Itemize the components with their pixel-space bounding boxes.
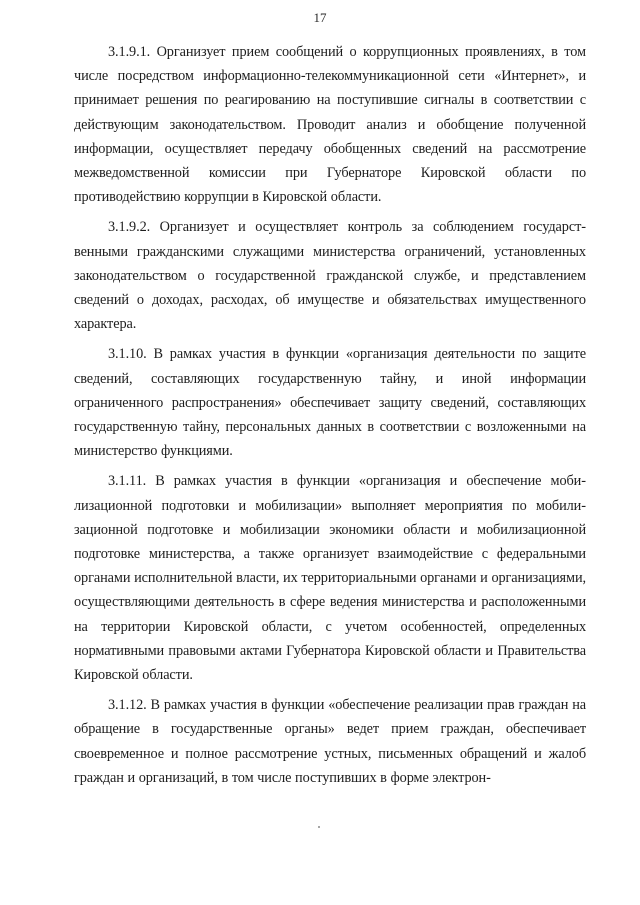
scan-speck [318,826,320,828]
paragraph-3-1-11: 3.1.11. В рамках участия в функции «организация и обеспечение мобилизационной подготовки и мобилизации» выполняет мероприятия по мобилизационной подготовке и мобилизации экономики области и мобилизационной подготовке министерства, а также организует взаимодействие с федеральными органами исполнительной власти, их территориальными органами и организациями, осуществляющими деятельность в сфере ведения министерства и расположенными на территории Кировской области, с учетом особенностей, определенных нормативными правовыми актами Губернатора Кировской области и Правительства Кировской области. [74,473,586,684]
paragraph-3-1-10: 3.1.10. В рамках участия в функции «организация деятельности по защите сведений, составляющих государственную тайну, и иной информации ограниченного распространения» обеспечивает защиту сведений, составляющих государственную тайну, персональных данных в соответствии с возложенными на министерство функциями. [74,346,586,460]
paragraph-3-1-12: 3.1.12. В рамках участия в функции «обеспечение реализации прав граждан на обращение в государственные органы» ведет прием граждан, обеспечивает своевременное и полное рассмотрение устных, письменных обращений и жалоб граждан и организаций, в том числе поступивших в форме электрон- [74,697,586,786]
document-body [74,40,586,792]
page-number: 17 [313,10,327,25]
paragraph-3-1-9-1: 3.1.9.1. Организует прием сообщений о коррупционных проявлениях, в том числе посредством информационно-телекоммуникационной сети «Интернет», и принимает решения по реагированию на поступившие сигналы в соответствии с действующим законодательством. Проводит анализ и обобщение полученной информации, осуществляет передачу обобщенных сведений на рассмотрение межведомственной комиссии при Губернаторе Кировской области по противодействию коррупции в Кировской области. [74,44,586,206]
paragraph-3-1-9-2: 3.1.9.2. Организует и осуществляет контроль за соблюдением государственными гражданскими служащими министерства ограничений, установленных законодательством о государственной гражданской службе, и представлением сведений о доходах, расходах, об имуществе и обязательствах имущественного характера. [74,219,586,333]
